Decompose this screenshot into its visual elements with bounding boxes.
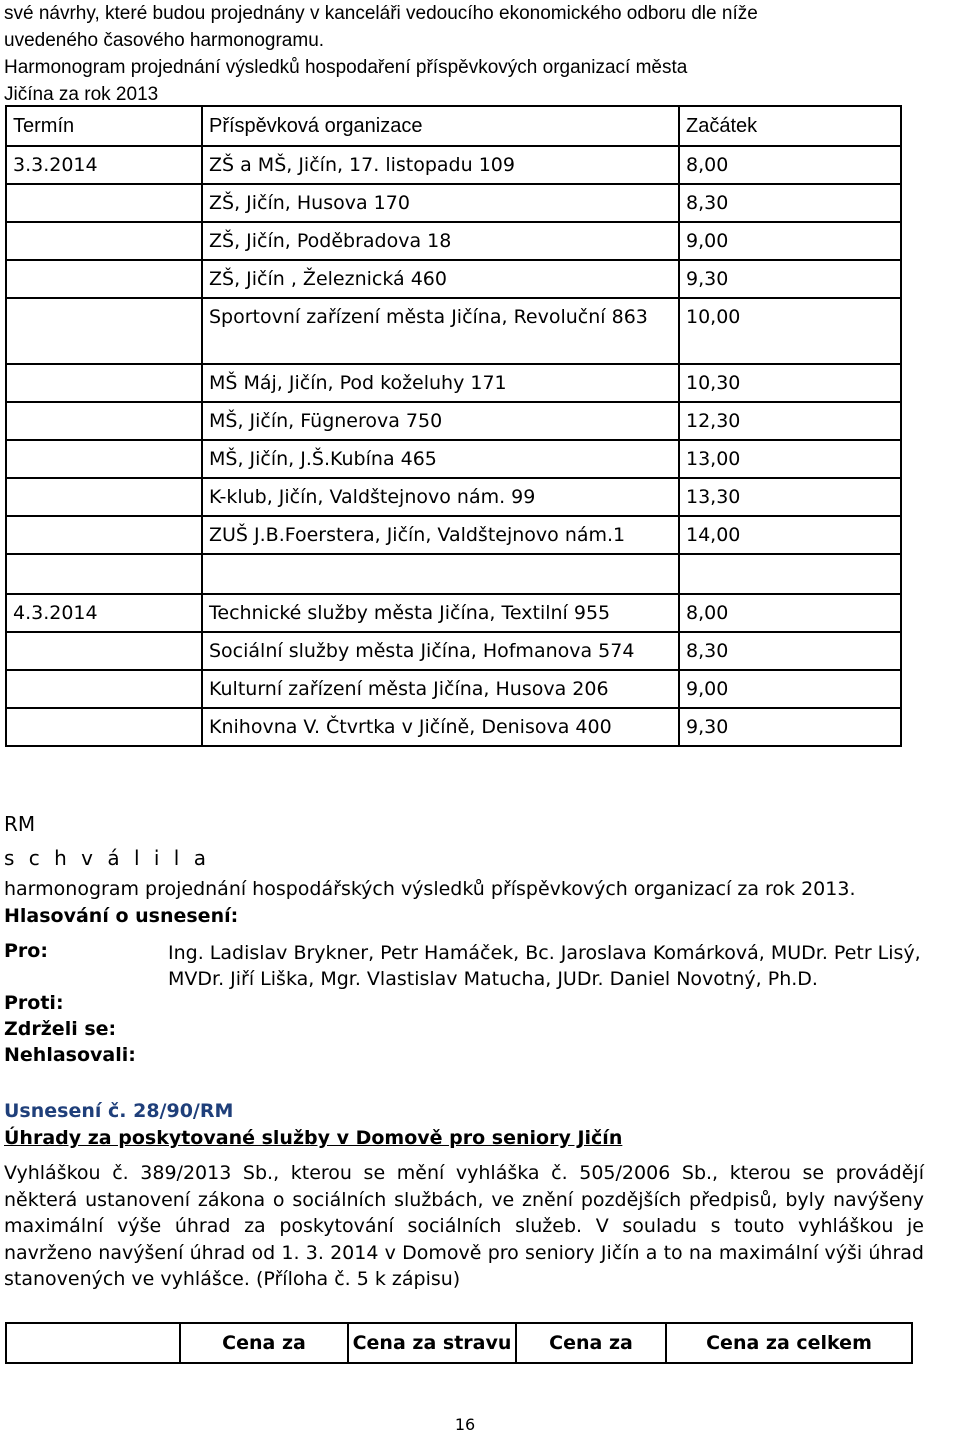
org-cell: Sociální služby města Jičína, Hofmanova 574 bbox=[202, 632, 679, 670]
resolution-number: Usnesení č. 28/90/RM bbox=[4, 1100, 234, 1122]
date-cell bbox=[6, 670, 202, 708]
table-row bbox=[6, 298, 901, 364]
intro-line-2: uvedeného časového harmonogramu. bbox=[4, 30, 325, 51]
resolution-text: Vyhláškou č. 389/2013 Sb., kterou se mění vyhláška č. 505/2006 Sb., kterou se provádějí některá ustanovení zákona o sociálních službách, ve znění pozdějších předpisů, byly navýšeny maximální výše úhrad za poskytování sociálních služeb. V souladu s touto vyhláškou je navrženo navýšení úhrad od 1. 3. 2014 v Domově pro seniory Jičín a to na maximální výši úhrad stanovených ve vyhlášce. (Příloha č. 5 k zápisu) bbox=[4, 1162, 924, 1290]
org-cell: ZŠ, Jičín , Železnická 460 bbox=[202, 260, 679, 298]
date-cell bbox=[6, 708, 202, 746]
intro-line-4: Jičína za rok 2013 bbox=[4, 84, 159, 105]
page-number: 16 bbox=[454, 1415, 476, 1434]
header-organization: Příspěvková organizace bbox=[202, 106, 679, 146]
table-row bbox=[6, 632, 901, 670]
org-cell: MŠ, Jičín, J.Š.Kubína 465 bbox=[202, 440, 679, 478]
time-cell: 9,30 bbox=[679, 260, 901, 298]
vote-zdrzeli-label: Zdrželi se: bbox=[4, 1018, 117, 1040]
date-cell bbox=[6, 260, 202, 298]
time-cell: 13,00 bbox=[679, 440, 901, 478]
org-cell: ZŠ a MŠ, Jičín, 17. listopadu 109 bbox=[202, 146, 679, 184]
date-cell bbox=[6, 478, 202, 516]
org-cell: Technické služby města Jičína, Textilní 955 bbox=[202, 594, 679, 632]
time-cell: 10,30 bbox=[679, 364, 901, 402]
price-header-row bbox=[6, 1323, 912, 1363]
date-cell bbox=[6, 440, 202, 478]
table-row bbox=[6, 222, 901, 260]
table-row bbox=[6, 184, 901, 222]
schedule-header-row bbox=[6, 106, 901, 146]
date-cell bbox=[6, 632, 202, 670]
org-cell: ZUŠ J.B.Foerstera, Jičín, Valdštejnovo nám.1 bbox=[202, 516, 679, 554]
date-cell bbox=[6, 222, 202, 260]
voting-header: Hlasování o usnesení: bbox=[4, 905, 239, 927]
vote-pro-names: Ing. Ladislav Brykner, Petr Hamáček, Bc. Jaroslava Komárková, MUDr. Petr Lisý, MVDr. Jiří Liška, Mgr. Vlastislav Matucha, JUDr. Daniel Novotný, Ph.D. bbox=[168, 942, 921, 990]
price-header-cena-za-stravu: Cena za stravu bbox=[348, 1323, 516, 1363]
schedule-table bbox=[5, 105, 902, 747]
time-cell: 9,00 bbox=[679, 222, 901, 260]
table-row bbox=[6, 594, 901, 632]
time-cell: 9,30 bbox=[679, 708, 901, 746]
org-cell: MŠ, Jičín, Fügnerova 750 bbox=[202, 402, 679, 440]
date-cell: 3.3.2014 bbox=[6, 146, 202, 184]
header-start: Začátek bbox=[679, 106, 901, 146]
time-cell: 14,00 bbox=[679, 516, 901, 554]
vote-pro-label: Pro: bbox=[4, 940, 48, 962]
table-row bbox=[6, 708, 901, 746]
time-cell: 12,30 bbox=[679, 402, 901, 440]
empty-cell bbox=[202, 554, 679, 594]
org-cell: Kulturní zařízení města Jičína, Husova 206 bbox=[202, 670, 679, 708]
time-cell: 8,00 bbox=[679, 594, 901, 632]
intro-paragraph bbox=[4, 0, 954, 108]
date-cell bbox=[6, 364, 202, 402]
time-cell: 10,00 bbox=[679, 298, 901, 364]
time-cell: 13,30 bbox=[679, 478, 901, 516]
empty-cell bbox=[679, 554, 901, 594]
price-header-cena-celkem: Cena za celkem bbox=[666, 1323, 912, 1363]
date-cell bbox=[6, 298, 202, 364]
council-label: RM bbox=[4, 812, 36, 836]
date-cell bbox=[6, 402, 202, 440]
org-cell: Sportovní zařízení města Jičína, Revoluční 863 bbox=[202, 298, 679, 364]
table-row bbox=[6, 478, 901, 516]
table-row bbox=[6, 402, 901, 440]
org-cell: ZŠ, Jičín, Husova 170 bbox=[202, 184, 679, 222]
intro-line-1: své návrhy, které budou projednány v kanceláři vedoucího ekonomického odboru dle níže bbox=[4, 3, 758, 24]
table-row bbox=[6, 260, 901, 298]
org-cell: Knihovna V. Čtvrtka v Jičíně, Denisova 400 bbox=[202, 708, 679, 746]
price-header-cena-za-2: Cena za bbox=[516, 1323, 666, 1363]
table-row bbox=[6, 364, 901, 402]
table-row bbox=[6, 670, 901, 708]
org-cell: MŠ Máj, Jičín, Pod koželuhy 171 bbox=[202, 364, 679, 402]
time-cell: 8,30 bbox=[679, 184, 901, 222]
org-cell: ZŠ, Jičín, Poděbradova 18 bbox=[202, 222, 679, 260]
time-cell: 8,30 bbox=[679, 632, 901, 670]
price-header-cena-za: Cena za bbox=[180, 1323, 348, 1363]
vote-nehlasovali-label: Nehlasovali: bbox=[4, 1044, 136, 1066]
table-row bbox=[6, 440, 901, 478]
empty-cell bbox=[6, 554, 202, 594]
table-row bbox=[6, 146, 901, 184]
intro-line-3: Harmonogram projednání výsledků hospodaření příspěvkových organizací města bbox=[4, 57, 688, 78]
time-cell: 9,00 bbox=[679, 670, 901, 708]
date-cell: 4.3.2014 bbox=[6, 594, 202, 632]
empty-row bbox=[6, 554, 901, 594]
table-row bbox=[6, 516, 901, 554]
decision-text: harmonogram projednání hospodářských výsledků příspěvkových organizací za rok 2013. bbox=[4, 878, 856, 900]
org-cell: K-klub, Jičín, Valdštejnovo nám. 99 bbox=[202, 478, 679, 516]
time-cell: 8,00 bbox=[679, 146, 901, 184]
price-table bbox=[5, 1322, 913, 1364]
vote-proti-label: Proti: bbox=[4, 992, 64, 1014]
date-cell bbox=[6, 184, 202, 222]
date-cell bbox=[6, 516, 202, 554]
price-header-empty bbox=[6, 1323, 180, 1363]
header-term: Termín bbox=[6, 106, 202, 146]
resolution-title: Úhrady za poskytované služby v Domově pro seniory Jičín bbox=[4, 1127, 623, 1149]
approved-verb: s c h v á l i l a bbox=[4, 846, 210, 870]
